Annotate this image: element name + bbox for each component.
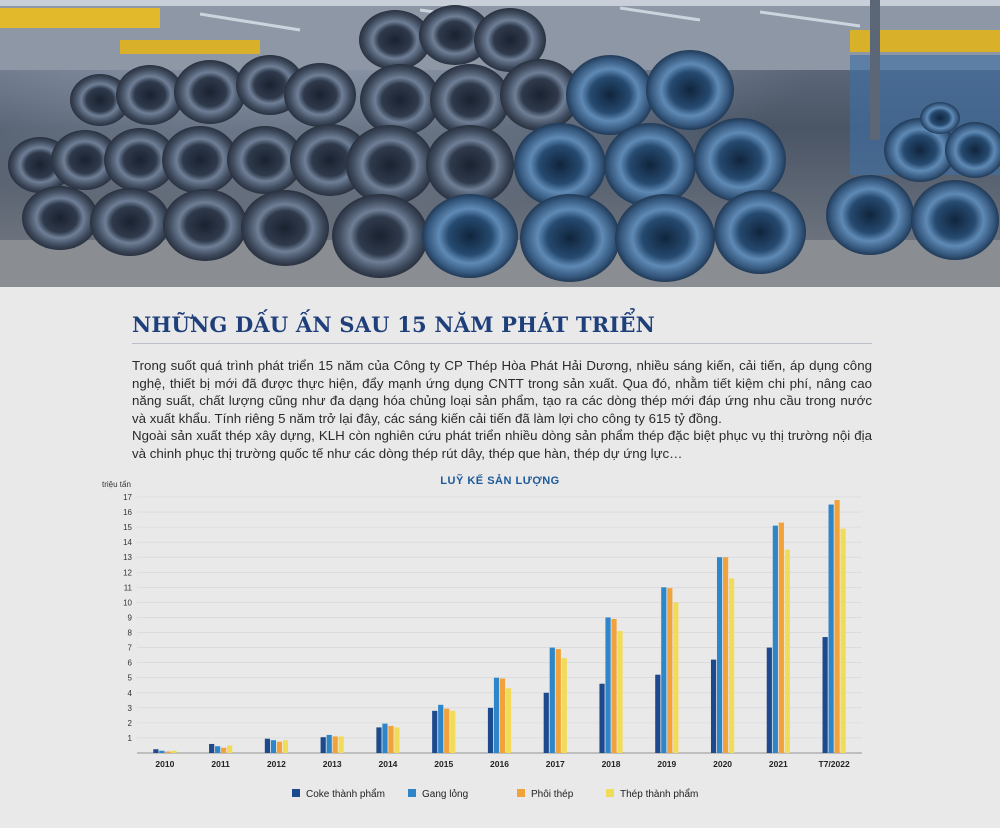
y-tick-label: 8: [127, 628, 132, 638]
bar: [823, 637, 828, 753]
bar: [321, 737, 326, 753]
bar: [450, 711, 455, 753]
bar: [494, 678, 499, 753]
x-tick-label: 2010: [155, 759, 175, 769]
y-tick-label: 13: [123, 553, 132, 563]
legend-swatch: [292, 789, 300, 797]
x-tick-label: 2020: [713, 759, 733, 769]
article: [132, 312, 872, 463]
bar: [773, 526, 778, 753]
bar: [215, 746, 220, 753]
legend-swatch: [606, 789, 614, 797]
x-tick-label: 2015: [434, 759, 454, 769]
x-tick-label: 2014: [378, 759, 398, 769]
bar: [711, 660, 716, 753]
bar: [283, 740, 288, 753]
bar: [779, 523, 784, 753]
legend-label: Gang lỏng: [422, 789, 469, 800]
x-tick-label: 2019: [657, 759, 677, 769]
article-paragraph-2: Ngoài sản xuất thép xây dựng, KLH còn nghiên cứu phát triển nhiều dòng sản phẩm thép đặc biệt phục vụ thị trường nội địa và chinh phục thị trường quốc tế như các dòng thép rút dây, thép que hàn, thép dự ứng lực…: [132, 428, 872, 461]
bar: [655, 675, 660, 753]
y-tick-label: 17: [123, 493, 132, 502]
bar: [227, 745, 232, 753]
bar: [327, 735, 332, 753]
bar: [394, 727, 399, 753]
bar: [599, 684, 604, 753]
bar: [432, 711, 437, 753]
x-tick-label: 2021: [768, 759, 788, 769]
bar: [153, 749, 158, 753]
article-title: NHỮNG DẤU ẤN SAU 15 NĂM PHÁT TRIỂN: [132, 312, 872, 344]
bar: [277, 742, 282, 753]
y-axis-label: triệu tấn: [102, 480, 131, 489]
production-chart: [0, 465, 1000, 823]
bar: [376, 727, 381, 753]
x-tick-label: 2013: [322, 759, 342, 769]
bar: [488, 708, 493, 753]
bar: [438, 705, 443, 753]
y-tick-label: 9: [127, 613, 132, 623]
y-tick-label: 6: [127, 658, 132, 668]
y-tick-label: 1: [127, 733, 132, 743]
bar: [544, 693, 549, 753]
bar: [723, 557, 728, 753]
bar: [835, 500, 840, 753]
x-tick-label: 2017: [545, 759, 565, 769]
bar: [673, 602, 678, 753]
bar: [785, 550, 790, 753]
chart-svg: [0, 465, 1000, 823]
bar: [611, 619, 616, 753]
y-tick-label: 3: [127, 703, 132, 713]
y-tick-label: 11: [123, 583, 132, 593]
bar: [271, 740, 276, 753]
y-tick-label: 15: [123, 523, 132, 533]
bar: [333, 736, 338, 753]
bar: [388, 726, 393, 753]
bar: [617, 631, 622, 753]
y-tick-label: 5: [127, 673, 132, 683]
article-body: [132, 357, 872, 463]
x-tick-label: 2011: [211, 759, 230, 769]
bar: [562, 658, 567, 753]
article-paragraph-1: Trong suốt quá trình phát triển 15 năm của Công ty CP Thép Hòa Phát Hải Dương, nhiều sáng kiến, cải tiến, áp dụng công nghệ, thiết bị mới đã được thực hiện, đẩy mạnh ứng dụng CNTT trong sản xuất. Qua đó, nhằm tiết kiệm chi phí, nâng cao năng suất, chất lượng cũng như đa dạng hóa chủng loại sản phẩm, tạo ra các dòng thép mới đáp ứng nhu cầu trong nước và xuất khẩu. Tính riêng 5 năm trở lại đây, các sáng kiến cải tiến đã làm lợi cho công ty 615 tỷ đồng.: [132, 358, 872, 426]
bar: [550, 648, 555, 753]
legend-label: Phôi thép: [531, 789, 574, 800]
bar: [159, 751, 164, 753]
bar: [717, 557, 722, 753]
bar: [667, 588, 672, 753]
x-tick-label: 2012: [266, 759, 286, 769]
y-tick-label: 16: [123, 508, 132, 518]
legend-label: Thép thành phẩm: [620, 789, 699, 800]
y-tick-label: 14: [123, 538, 132, 548]
bar: [556, 649, 561, 753]
y-tick-label: 2: [127, 718, 132, 728]
legend-label: Coke thành phẩm: [306, 789, 385, 800]
y-tick-label: 10: [123, 598, 132, 608]
legend-swatch: [408, 789, 416, 797]
steel-coils-photo: [0, 0, 1000, 287]
bar: [165, 751, 170, 753]
bar: [767, 648, 772, 753]
x-tick-label: 2018: [601, 759, 621, 769]
y-tick-label: 12: [123, 568, 132, 578]
bar: [382, 724, 387, 753]
bar: [500, 678, 505, 753]
bar: [171, 751, 176, 753]
bar: [605, 617, 610, 753]
bar: [444, 709, 449, 753]
bar: [265, 739, 270, 753]
y-tick-label: 7: [127, 643, 132, 653]
steel-coils-illustration: [0, 0, 1000, 287]
bar: [661, 587, 666, 753]
bar: [729, 578, 734, 753]
x-tick-label: T7/2022: [818, 759, 850, 769]
bar: [829, 505, 834, 753]
bar: [841, 529, 846, 753]
bar: [339, 736, 344, 753]
legend-swatch: [517, 789, 525, 797]
chart-title: LUỸ KẾ SẢN LƯỢNG: [440, 475, 560, 487]
y-tick-label: 4: [127, 688, 132, 698]
x-tick-label: 2016: [490, 759, 509, 769]
bar: [221, 748, 226, 753]
bar: [506, 688, 511, 753]
bar: [209, 744, 214, 753]
